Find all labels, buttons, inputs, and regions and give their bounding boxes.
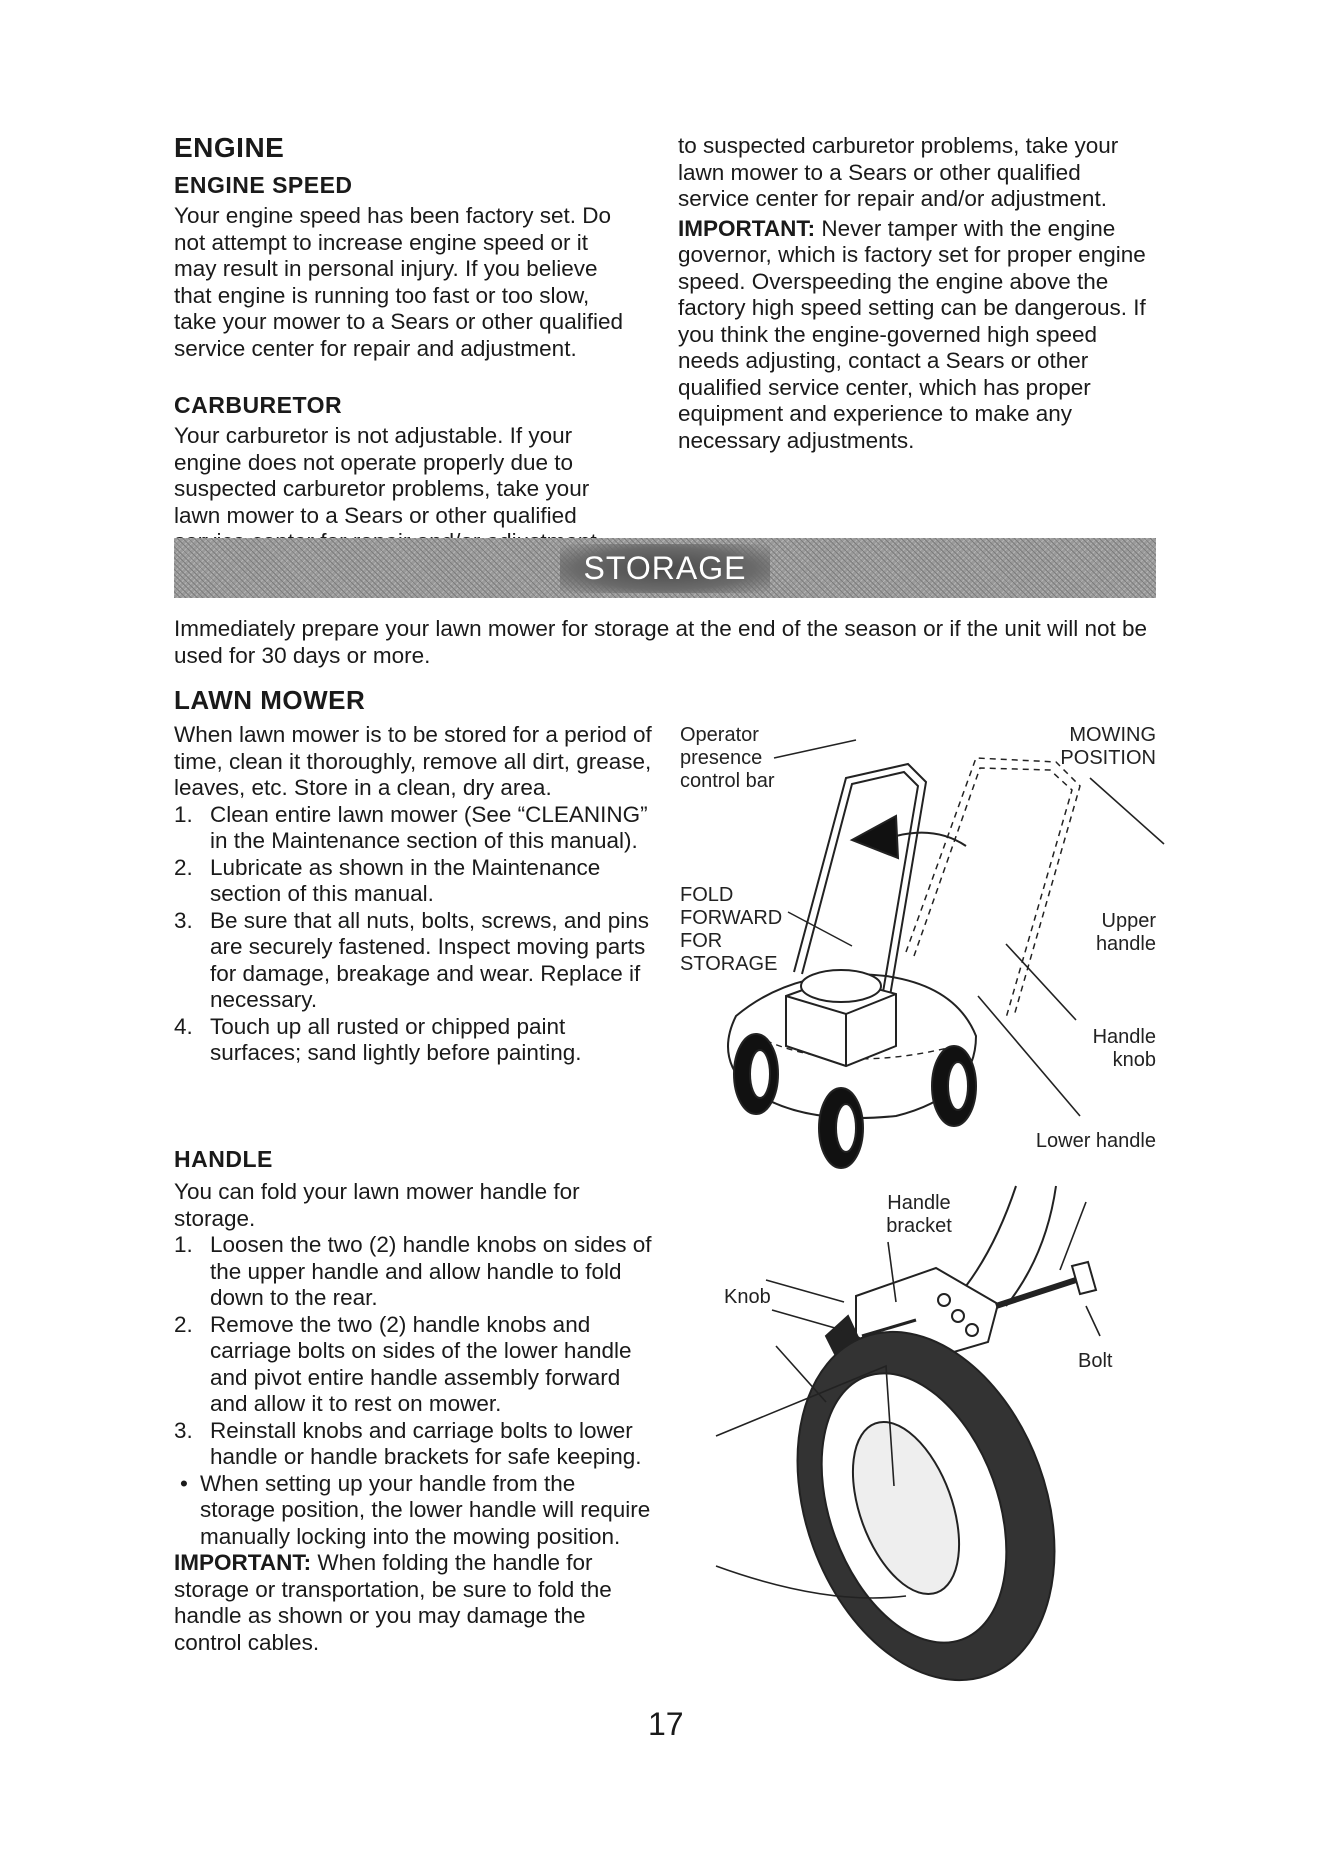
engine-speed-heading: ENGINE SPEED	[174, 172, 353, 198]
handle-important-text: When folding the handle for storage or transportation, be sure to fold the handle as shown or you may damage the control cables.	[174, 1550, 612, 1655]
storage-banner-title: STORAGE	[560, 544, 771, 593]
storage-intro: Immediately prepare your lawn mower for storage at the end of the season or if the unit will not be used for 30 days or more.	[174, 616, 1148, 668]
handle-section	[174, 1146, 654, 1656]
handle-heading: HANDLE	[174, 1146, 273, 1172]
bolt-label: Bolt	[1078, 1350, 1113, 1372]
list-item: 3. Be sure that all nuts, bolts, screws, and pins are securely fastened. Inspect moving parts for damage, breakage and wear. Replace if necessary.	[174, 907, 649, 1012]
list-item: 1. Loosen the two (2) handle knobs on sides of the upper handle and allow handle to fold down to the rear.	[174, 1232, 652, 1310]
upper-handle-label: Upper handle	[1095, 910, 1156, 955]
lawn-mower-section	[174, 685, 654, 1067]
carburetor-text: Your carburetor is not adjustable. If your engine does not operate properly due to suspected carburetor problems, take your lawn mower to a Sears or other qualified	[174, 423, 590, 528]
handle-important-note	[174, 1550, 654, 1656]
lawn-mower-steps	[174, 802, 654, 1067]
bracket-detail-figure	[676, 1186, 1156, 1606]
lawn-mower-heading: LAWN MOWER	[174, 685, 366, 715]
bracket-illustration	[676, 1186, 1156, 1606]
lower-handle-label: Lower handle	[1035, 1130, 1156, 1152]
mowing-position-label: MOWING POSITION	[1060, 724, 1156, 769]
operator-bar-label: Operator presence control bar	[680, 724, 775, 792]
handle-bracket-label: Handle bracket	[886, 1192, 952, 1237]
list-item: • When setting up your handle from the storage position, the lower handle will require manually locking into the mowing position.	[180, 1470, 651, 1549]
carburetor-text-continued: to suspected carburetor problems, take your lawn mower to a Sears or other qualified service center for repair and/or adjustment.	[678, 133, 1119, 211]
engine-speed-text: Your engine speed has been factory set. Do not attempt to increase engine speed or it may result in personal injury. If you believe that engine is running too fast or too slow, take your mower to a Sears or other qualified service center for repair and adjustment.	[174, 203, 623, 361]
handle-text: You can fold your lawn mower handle for storage.	[174, 1179, 580, 1231]
lawn-mower-text: When lawn mower is to be stored for a period of time, clean it thoroughly, remove all dirt, grease, leaves, etc. Store in a clean, dry area.	[174, 722, 652, 800]
engine-section-left	[174, 132, 634, 528]
engine-important-text: Never tamper with the engine governor, which is factory set for proper engine speed. Overspeeding the engine above the factory high speed setting can be dangerous. If you think the engine-governed high speed needs adjusting, contact a Sears or other qualified service center, which has proper equipment and experience to make any necessary adjustments.	[678, 215, 1146, 453]
list-item: 2. Remove the two (2) handle knobs and carriage bolts on sides of the lower handle and pivot entire handle assembly forward and allow it to rest on mower.	[174, 1311, 632, 1416]
knob-label: Knob	[724, 1286, 771, 1308]
mower-fold-figure	[676, 716, 1156, 1166]
fold-forward-label: FOLD FORWARD FOR STORAGE	[680, 884, 783, 975]
engine-important-label: IMPORTANT:	[678, 215, 816, 241]
storage-banner	[174, 538, 1156, 598]
list-item: 2. Lubricate as shown in the Maintenance section of this manual.	[174, 854, 601, 906]
list-item: 3. Reinstall knobs and carriage bolts to lower handle or handle brackets for safe keeping.	[174, 1417, 642, 1469]
handle-important-label: IMPORTANT:	[174, 1550, 312, 1575]
list-item: 4. Touch up all rusted or chipped paint surfaces; sand lightly before painting.	[174, 1013, 582, 1065]
handle-steps	[174, 1232, 654, 1550]
engine-heading: ENGINE	[174, 132, 285, 163]
page-number: 17	[648, 1706, 684, 1742]
carburetor-heading: CARBURETOR	[174, 392, 343, 418]
list-item: 1. Clean entire lawn mower (See “CLEANING” in the Maintenance section of this manual).	[174, 801, 648, 853]
handle-knob-label: Handle knob	[1092, 1026, 1156, 1071]
engine-section-right	[678, 133, 1158, 454]
engine-important-note	[678, 216, 1158, 455]
